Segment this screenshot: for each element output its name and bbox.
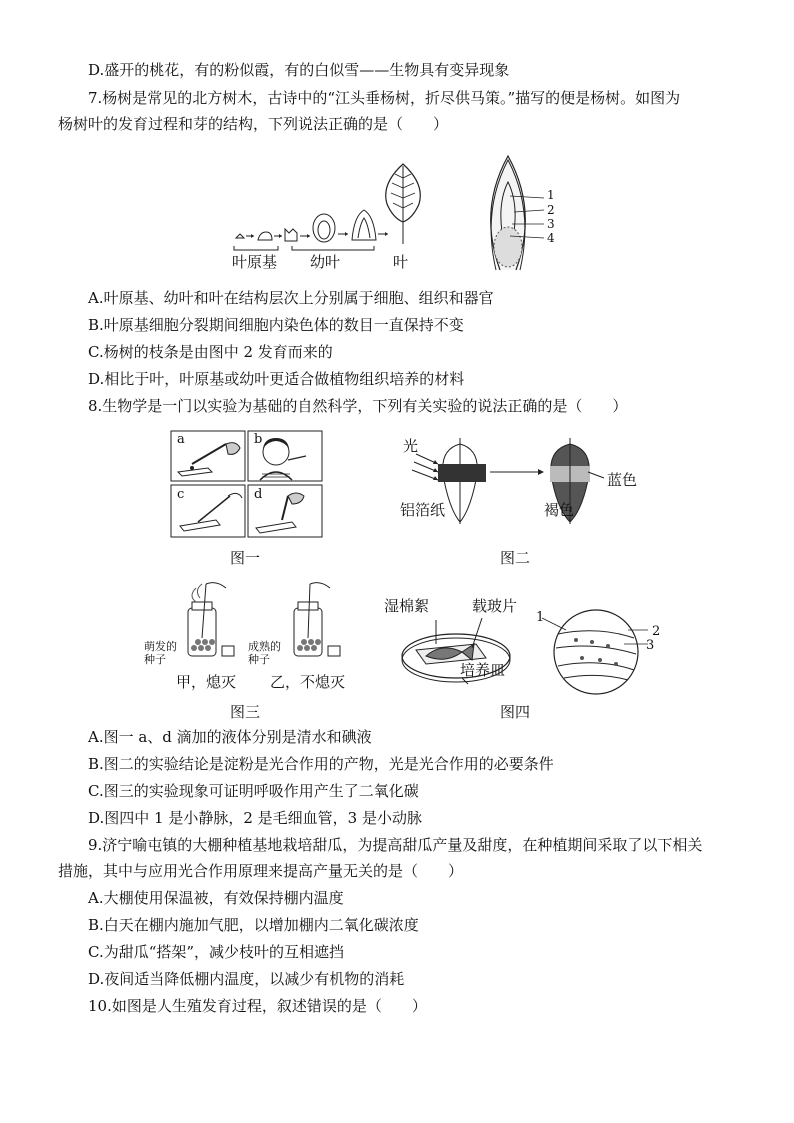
q9-option-b: B.白天在棚内施加气肥，以增加棚内二氧化碳浓度 xyxy=(88,916,419,934)
q9-option-a: A.大棚使用保温被，有效保持棚内温度 xyxy=(88,889,344,907)
label-leaf: 叶 xyxy=(393,253,409,271)
label-young-leaf: 幼叶 xyxy=(310,253,341,271)
q7-option-d: D.相比于叶，叶原基或幼叶更适合做植物组织培养的材料 xyxy=(88,370,465,388)
q7-stem-line1: 7.杨树是常见的北方树木，古诗中的“江头垂杨树，折尽供马策。”描写的便是杨树。如图为 xyxy=(88,89,681,107)
q9-option-c: C.为甜瓜“搭架”，减少枝叶的互相遮挡 xyxy=(88,943,345,961)
bud-label-1: 1 xyxy=(547,188,555,202)
q8-option-b: B.图二的实验结论是淀粉是光合作用的产物，光是光合作用的必要条件 xyxy=(88,755,554,773)
label-leaf-primordium: 叶原基 xyxy=(232,253,278,271)
fig2-label-blue: 蓝色 xyxy=(607,471,638,489)
fig4-label-3: 3 xyxy=(646,638,655,653)
q9-stem-line2: 措施，其中与应用光合作用原理来提高产量无关的是（ ） xyxy=(58,862,464,880)
figure-1-caption: 图一 xyxy=(230,549,261,567)
q7-option-a: A.叶原基、幼叶和叶在结构层次上分别属于细胞、组织和器官 xyxy=(88,289,494,307)
figure-4-caption: 图四 xyxy=(500,703,531,721)
fig4-label-dish: 培养皿 xyxy=(460,661,506,679)
fig1-label-b: b xyxy=(254,432,263,447)
figure-4-fish-tail-blood-flow xyxy=(396,608,656,698)
figure-3-caption: 图三 xyxy=(230,703,261,721)
bud-label-3: 3 xyxy=(547,217,555,231)
q9-stem-line1: 9.济宁喻屯镇的大棚种植基地栽培甜瓜，为提高甜瓜产量及甜度，在种植期间采取了以下相关 xyxy=(88,836,703,854)
fig2-label-brown: 褐色 xyxy=(544,501,575,519)
bud-label-4: 4 xyxy=(547,231,555,245)
q8-stem: 8.生物学是一门以实验为基础的自然科学，下列有关实验的说法正确的是（ ） xyxy=(88,397,628,415)
fig2-label-foil: 铝箔纸 xyxy=(400,501,446,519)
fig4-label-2: 2 xyxy=(652,624,661,639)
q8-option-a: A.图一 a、d 滴加的液体分别是清水和碘液 xyxy=(88,728,372,746)
q7-stem-line2: 杨树叶的发育过程和芽的结构，下列说法正确的是（ ） xyxy=(58,115,449,133)
bud-label-2: 2 xyxy=(547,203,555,217)
q8-option-d: D.图四中 1 是小静脉，2 是毛细血管，3 是小动脉 xyxy=(88,809,422,827)
q6-option-d: D.盛开的桃花，有的粉似霞，有的白似雪——生物具有变异现象 xyxy=(88,61,510,79)
fig3-label-mature-seed: 成熟的种子 xyxy=(248,640,281,666)
q10-stem: 10.如图是人生殖发育过程，叙述错误的是（ ） xyxy=(88,997,427,1015)
fig1-label-c: c xyxy=(177,487,185,502)
q7-option-c: C.杨树的枝条是由图中 2 发育而来的 xyxy=(88,343,333,361)
fig3-label-yi: 乙，不熄灭 xyxy=(270,673,346,691)
fig4-label-1: 1 xyxy=(536,610,545,625)
fig2-label-light: 光 xyxy=(403,437,419,455)
fig1-label-a: a xyxy=(177,432,185,447)
q8-option-c: C.图三的实验现象可证明呼吸作用产生了二氧化碳 xyxy=(88,782,419,800)
fig1-label-d: d xyxy=(254,487,263,502)
figure-1-panels xyxy=(170,430,324,540)
fig3-label-germinating-seed: 萌发的种子 xyxy=(144,640,177,666)
q9-option-d: D.夜间适当降低棚内温度，以减少有机物的消耗 xyxy=(88,970,405,988)
fig4-label-slide: 载玻片 xyxy=(472,597,518,615)
fig4-label-cotton: 湿棉絮 xyxy=(384,597,430,615)
q7-option-b: B.叶原基细胞分裂期间细胞内染色体的数目一直保持不变 xyxy=(88,316,464,334)
fig3-label-jia: 甲，熄灭 xyxy=(176,673,237,691)
figure-2-caption: 图二 xyxy=(500,549,531,567)
